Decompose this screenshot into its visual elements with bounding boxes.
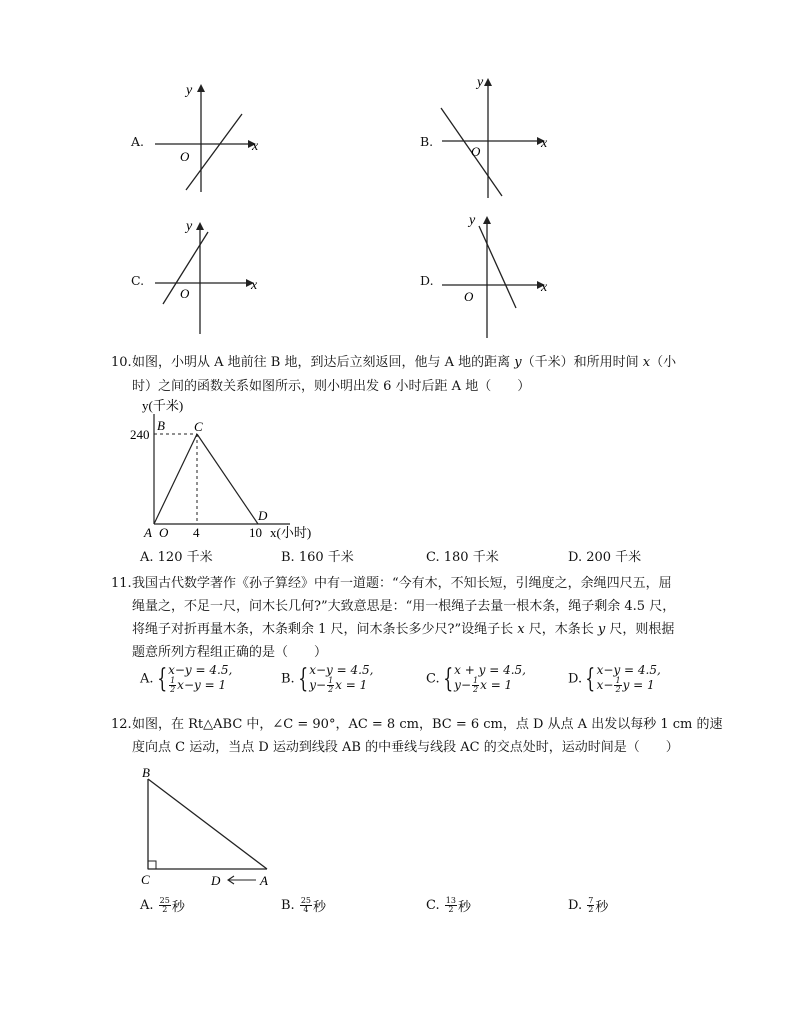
q11-text-3b: 尺，木条长 — [524, 622, 598, 637]
option-label: B. — [281, 898, 295, 913]
equation-1: x + y = 4.5, — [454, 663, 526, 677]
option-label: A. — [140, 671, 154, 687]
denominator: 2 — [473, 685, 479, 694]
option-label: B. — [281, 671, 295, 687]
y-axis-arrow — [484, 78, 492, 86]
denominator: 2 — [448, 905, 454, 914]
equation-2: x−y = 1 — [177, 678, 227, 692]
option-label: A. — [140, 898, 154, 913]
fraction — [614, 677, 621, 694]
unit: 秒 — [313, 900, 327, 915]
q9-option-b-label[interactable]: B. — [420, 134, 434, 149]
fraction — [300, 897, 312, 914]
q11-stem-line3 — [132, 619, 674, 641]
y-axis-arrow — [197, 84, 205, 92]
q9-graph-b — [437, 72, 577, 202]
x-axis-label: x(小时) — [270, 525, 312, 540]
fraction — [159, 897, 171, 914]
q10-var-y: y — [514, 355, 522, 370]
right-angle-mark — [148, 861, 156, 869]
option-label: D. — [568, 671, 583, 687]
option-label: C. — [426, 898, 440, 913]
option-label: D. — [568, 898, 583, 913]
point-d: D — [258, 508, 268, 523]
q10-text-1b: （千米）和所用时间 — [521, 355, 643, 370]
fraction — [472, 677, 479, 694]
brace-icon: { — [156, 664, 167, 694]
origin-label: O — [180, 286, 190, 301]
equation-2: x = 1 — [480, 678, 513, 692]
unit: 秒 — [595, 900, 609, 915]
y-label: y — [469, 213, 476, 228]
origin-label: O — [180, 149, 190, 164]
y-axis-arrow — [196, 222, 204, 230]
q12-triangle-figure — [138, 764, 288, 889]
y-label: y — [477, 75, 484, 90]
x-tick-10: 10 — [249, 525, 262, 540]
equation-2: x = 1 — [335, 678, 368, 692]
q10-var-x: x — [642, 355, 651, 370]
unit: 秒 — [171, 900, 185, 915]
side-ab — [148, 779, 267, 869]
point-c: C — [194, 419, 203, 434]
equation-2-prefix: y− — [454, 678, 472, 692]
q12-option-a[interactable] — [140, 896, 185, 915]
fraction — [587, 897, 594, 914]
q9-graph-d — [437, 210, 577, 340]
q12-stem-line2: 度向点 C 运动，当点 D 运动到线段 AB 的中垂线与线段 AC 的交点处时，运动时间是（ ） — [132, 740, 679, 755]
q10-option-a[interactable]: A. 120 千米 — [140, 550, 213, 565]
q11-option-a[interactable] — [140, 664, 232, 694]
q10-stem-line2: 时）之间的函数关系如图所示，则小明出发 6 小时后距 A 地（ ） — [132, 379, 531, 394]
brace-icon: { — [297, 664, 308, 694]
q11-text-3a: 将绳子对折再量木条，木条剩余 1 尺，问木条长多少尺?”设绳子长 — [132, 622, 518, 637]
ascending-segment — [154, 434, 197, 524]
y-tick-240: 240 — [130, 427, 150, 442]
q12-stem-line1: 如图，在 Rt△ABC 中，∠C = 90°，AC = 8 cm，BC = 6 cm，点 D 从点 A 出发以每秒 1 cm 的速 — [132, 717, 723, 732]
fraction — [327, 677, 334, 694]
q12-option-b[interactable] — [281, 896, 326, 915]
numerator: 1 — [328, 676, 334, 685]
q11-stem-line1: 我国古代数学著作《孙子算经》中有一道题：“今有木，不知长短，引绳度之，余绳四尺五，屈 — [132, 576, 672, 591]
descending-segment — [197, 434, 258, 524]
numerator: 1 — [615, 676, 621, 685]
y-label: y — [186, 219, 193, 234]
function-line — [479, 226, 516, 308]
equation-1: x−y = 4.5, — [596, 663, 661, 677]
fraction — [169, 677, 176, 694]
y-label: y — [186, 83, 193, 98]
numerator: 1 — [170, 676, 176, 685]
numerator: 25 — [159, 896, 170, 905]
vertex-a: A — [260, 873, 268, 888]
equation-system — [454, 664, 526, 694]
q10-number: 10. — [111, 355, 132, 370]
numerator: 7 — [588, 896, 594, 905]
q10-stem-line1 — [132, 352, 676, 374]
option-label: C. — [426, 671, 440, 687]
q11-stem-line4: 题意所列方程组正确的是（ ） — [132, 645, 328, 660]
numerator: 1 — [473, 676, 479, 685]
numerator: 25 — [300, 896, 312, 905]
point-o: O — [159, 525, 169, 540]
equation-2-prefix: x− — [596, 678, 614, 692]
q11-var-y: y — [597, 622, 606, 637]
point-d: D — [211, 873, 221, 888]
q9-graph-a — [150, 80, 280, 200]
q10-option-d[interactable]: D. 200 千米 — [568, 550, 642, 565]
q9-option-a-label[interactable]: A. — [131, 134, 145, 149]
denominator: 2 — [328, 685, 334, 694]
q11-option-d[interactable] — [568, 664, 661, 694]
q10-text-1c: （小 — [650, 355, 677, 370]
q11-option-b[interactable] — [281, 664, 373, 694]
q10-option-c[interactable]: C. 180 千米 — [426, 550, 499, 565]
brace-icon: { — [442, 664, 453, 694]
q11-var-x: x — [517, 622, 525, 637]
equation-system — [597, 664, 661, 694]
denominator: 2 — [162, 905, 168, 914]
vertex-c: C — [141, 872, 150, 887]
point-a: A — [144, 525, 152, 540]
q12-number: 12. — [111, 717, 132, 732]
y-axis-label: y(千米) — [142, 398, 184, 413]
q11-text-3c: 尺，则根据 — [605, 622, 675, 637]
x-label: x — [252, 139, 259, 154]
q11-number: 11. — [111, 576, 132, 591]
x-label: x — [541, 280, 548, 295]
denominator: 4 — [303, 905, 309, 914]
numerator: 13 — [445, 896, 456, 905]
equation-2: y = 1 — [622, 678, 655, 692]
x-tick-4: 4 — [193, 525, 200, 540]
q10-graph — [130, 396, 360, 541]
vertex-b: B — [142, 765, 150, 780]
point-b: B — [157, 418, 165, 433]
equation-2-prefix: y− — [309, 678, 327, 692]
x-label: x — [251, 278, 258, 293]
q12-option-c[interactable] — [426, 896, 471, 915]
equation-1: x−y = 4.5, — [168, 663, 233, 677]
equation-system — [309, 664, 373, 694]
q12-option-d[interactable] — [568, 896, 608, 915]
unit: 秒 — [457, 900, 471, 915]
origin-label: O — [471, 144, 481, 159]
origin-label: O — [464, 289, 474, 304]
x-label: x — [541, 136, 548, 151]
q10-text-1a: 如图，小明从 A 地前往 B 地，到达后立刻返回，他与 A 地的距离 — [132, 355, 515, 370]
q10-option-b[interactable]: B. 160 千米 — [281, 550, 354, 565]
denominator: 2 — [170, 685, 176, 694]
fraction — [445, 897, 457, 914]
q11-stem-line2: 绳量之，不足一尺，问木长几何?”大致意思是：“用一根绳子去量一根木条，绳子剩余 4.5 尺， — [132, 599, 676, 614]
q11-option-c[interactable] — [426, 664, 526, 694]
denominator: 2 — [588, 905, 594, 914]
brace-icon: { — [585, 664, 596, 694]
equation-1: x−y = 4.5, — [309, 663, 374, 677]
function-line — [186, 114, 242, 190]
q9-graph-c — [150, 214, 280, 339]
denominator: 2 — [615, 685, 621, 694]
q9-option-c-label[interactable]: C. — [131, 273, 145, 288]
y-axis-arrow — [483, 216, 491, 224]
equation-system — [168, 664, 232, 694]
q9-option-d-label[interactable]: D. — [420, 273, 434, 288]
